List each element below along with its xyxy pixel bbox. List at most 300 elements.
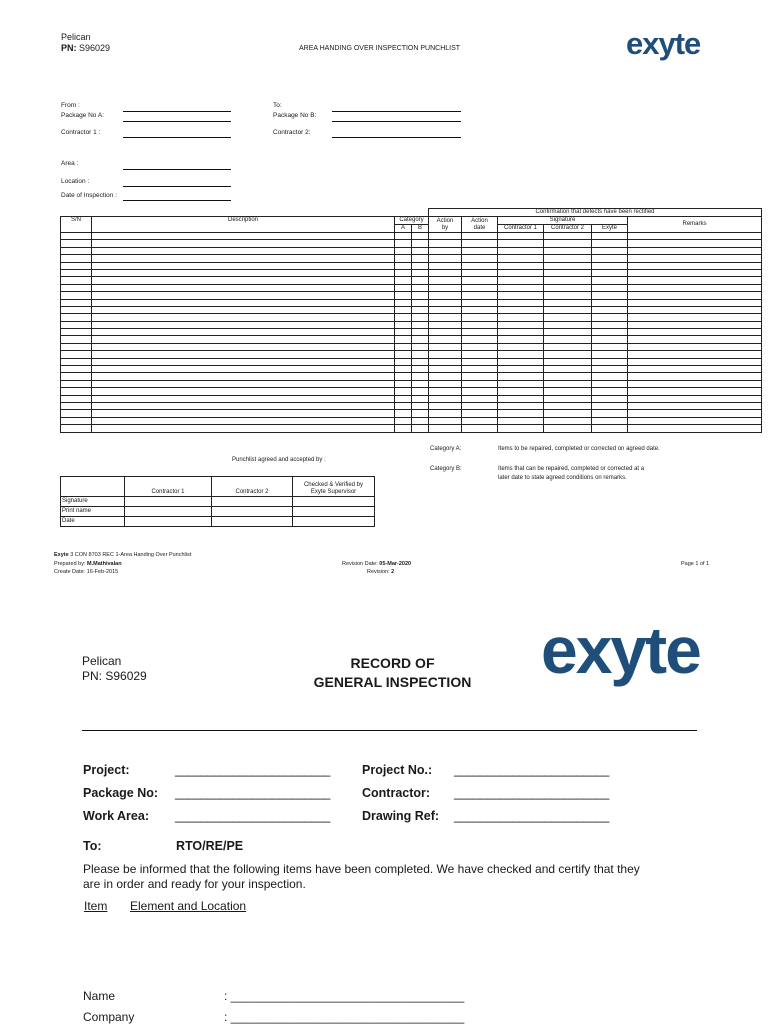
punchlist-cell[interactable]: [628, 329, 762, 336]
punchlist-cell[interactable]: [92, 306, 395, 313]
punchlist-cell[interactable]: [544, 284, 592, 291]
sign-cell[interactable]: [293, 517, 375, 527]
punchlist-cell[interactable]: [628, 262, 762, 269]
punchlist-cell[interactable]: [395, 329, 412, 336]
punchlist-cell[interactable]: [592, 299, 628, 306]
punchlist-cell[interactable]: [592, 395, 628, 402]
punchlist-cell[interactable]: [429, 321, 462, 328]
punchlist-cell[interactable]: [498, 321, 544, 328]
punchlist-cell[interactable]: [462, 247, 498, 254]
punchlist-cell[interactable]: [395, 395, 412, 402]
punchlist-cell[interactable]: [498, 343, 544, 350]
punchlist-cell[interactable]: [462, 284, 498, 291]
punchlist-cell[interactable]: [395, 321, 412, 328]
punchlist-cell[interactable]: [592, 388, 628, 395]
punchlist-cell[interactable]: [61, 255, 92, 262]
punchlist-cell[interactable]: [61, 336, 92, 343]
punchlist-cell[interactable]: [395, 366, 412, 373]
punchlist-cell[interactable]: [462, 255, 498, 262]
punchlist-cell[interactable]: [498, 240, 544, 247]
punchlist-cell[interactable]: [498, 284, 544, 291]
punchlist-cell[interactable]: [429, 336, 462, 343]
punchlist-cell[interactable]: [429, 277, 462, 284]
punchlist-cell[interactable]: [498, 292, 544, 299]
punchlist-cell[interactable]: [628, 292, 762, 299]
punchlist-cell[interactable]: [412, 314, 429, 321]
punchlist-cell[interactable]: [592, 269, 628, 276]
punchlist-cell[interactable]: [61, 395, 92, 402]
punchlist-cell[interactable]: [92, 247, 395, 254]
punchlist-cell[interactable]: [462, 336, 498, 343]
punchlist-cell[interactable]: [544, 358, 592, 365]
punchlist-cell[interactable]: [628, 373, 762, 380]
sign-cell[interactable]: [212, 517, 293, 527]
sign-cell[interactable]: [293, 507, 375, 517]
punchlist-cell[interactable]: [429, 373, 462, 380]
punchlist-cell[interactable]: [412, 262, 429, 269]
punchlist-cell[interactable]: [412, 358, 429, 365]
punchlist-cell[interactable]: [592, 402, 628, 409]
sign-cell[interactable]: [293, 497, 375, 507]
punchlist-cell[interactable]: [544, 388, 592, 395]
punchlist-cell[interactable]: [429, 410, 462, 417]
punchlist-cell[interactable]: [412, 292, 429, 299]
punchlist-cell[interactable]: [412, 395, 429, 402]
sign-row-label: Signature: [61, 497, 125, 507]
punchlist-cell[interactable]: [61, 306, 92, 313]
punchlist-cell[interactable]: [395, 336, 412, 343]
punchlist-cell[interactable]: [395, 240, 412, 247]
punchlist-cell[interactable]: [498, 299, 544, 306]
punchlist-cell[interactable]: [61, 284, 92, 291]
punchlist-cell[interactable]: [498, 269, 544, 276]
sign-cell[interactable]: [212, 507, 293, 517]
punchlist-cell[interactable]: [429, 395, 462, 402]
punchlist-cell[interactable]: [592, 336, 628, 343]
punchlist-cell[interactable]: [592, 321, 628, 328]
punchlist-cell[interactable]: [92, 262, 395, 269]
punchlist-cell[interactable]: [429, 233, 462, 240]
punchlist-cell[interactable]: [498, 402, 544, 409]
punchlist-cell[interactable]: [412, 321, 429, 328]
punchlist-cell[interactable]: [628, 277, 762, 284]
punchlist-cell[interactable]: [462, 277, 498, 284]
punchlist-cell[interactable]: [61, 269, 92, 276]
punchlist-cell[interactable]: [395, 306, 412, 313]
punchlist-cell[interactable]: [395, 233, 412, 240]
punchlist-cell[interactable]: [498, 306, 544, 313]
punchlist-cell[interactable]: [544, 233, 592, 240]
punchlist-cell[interactable]: [429, 380, 462, 387]
punchlist-cell[interactable]: [92, 380, 395, 387]
punchlist-cell[interactable]: [61, 262, 92, 269]
punchlist-cell[interactable]: [592, 425, 628, 432]
date-of-inspection-line[interactable]: [123, 200, 231, 201]
punchlist-cell[interactable]: [395, 380, 412, 387]
punchlist-cell[interactable]: [462, 402, 498, 409]
punchlist-cell[interactable]: [592, 343, 628, 350]
punchlist-cell[interactable]: [628, 417, 762, 424]
company-blank[interactable]: : ___________________________________: [224, 1010, 465, 1024]
package-b-line[interactable]: [332, 121, 461, 122]
punchlist-cell[interactable]: [544, 247, 592, 254]
punchlist-cell[interactable]: [412, 277, 429, 284]
punchlist-cell[interactable]: [544, 336, 592, 343]
punchlist-cell[interactable]: [92, 277, 395, 284]
punchlist-cell[interactable]: [395, 314, 412, 321]
punchlist-cell[interactable]: [412, 380, 429, 387]
punchlist-cell[interactable]: [429, 299, 462, 306]
punchlist-cell[interactable]: [92, 358, 395, 365]
punchlist-cell[interactable]: [544, 329, 592, 336]
punchlist-cell[interactable]: [61, 425, 92, 432]
punchlist-cell[interactable]: [544, 402, 592, 409]
punchlist-cell[interactable]: [592, 262, 628, 269]
punchlist-cell[interactable]: [628, 366, 762, 373]
to-line[interactable]: [332, 111, 461, 112]
punchlist-cell[interactable]: [61, 247, 92, 254]
sign-cell[interactable]: [125, 497, 212, 507]
contractor2-line[interactable]: [332, 137, 461, 138]
punchlist-cell[interactable]: [592, 255, 628, 262]
punchlist-cell[interactable]: [498, 366, 544, 373]
punchlist-cell[interactable]: [592, 306, 628, 313]
work-area-blank[interactable]: ________________________: [175, 809, 330, 823]
punchlist-cell[interactable]: [544, 351, 592, 358]
punchlist-cell[interactable]: [395, 373, 412, 380]
punchlist-cell[interactable]: [61, 417, 92, 424]
punchlist-cell[interactable]: [92, 366, 395, 373]
punchlist-cell[interactable]: [395, 247, 412, 254]
punchlist-cell[interactable]: [61, 314, 92, 321]
punchlist-cell[interactable]: [592, 277, 628, 284]
punchlist-cell[interactable]: [544, 425, 592, 432]
punchlist-cell[interactable]: [412, 299, 429, 306]
punchlist-cell[interactable]: [498, 410, 544, 417]
punchlist-cell[interactable]: [544, 240, 592, 247]
punchlist-cell[interactable]: [592, 417, 628, 424]
punchlist-cell[interactable]: [544, 373, 592, 380]
punchlist-cell[interactable]: [429, 306, 462, 313]
punchlist-cell[interactable]: [395, 425, 412, 432]
from-line[interactable]: [123, 111, 231, 112]
punchlist-cell[interactable]: [498, 336, 544, 343]
punchlist-cell[interactable]: [412, 329, 429, 336]
punchlist-cell[interactable]: [429, 425, 462, 432]
punchlist-cell[interactable]: [395, 292, 412, 299]
punchlist-cell[interactable]: [412, 240, 429, 247]
punchlist-cell[interactable]: [412, 233, 429, 240]
punchlist-cell[interactable]: [395, 351, 412, 358]
punchlist-cell[interactable]: [498, 351, 544, 358]
drawing-ref-blank[interactable]: ________________________: [454, 809, 609, 823]
punchlist-cell[interactable]: [462, 343, 498, 350]
punchlist-cell[interactable]: [462, 314, 498, 321]
punchlist-cell[interactable]: [462, 417, 498, 424]
punchlist-cell[interactable]: [429, 329, 462, 336]
punchlist-cell[interactable]: [61, 233, 92, 240]
punchlist-cell[interactable]: [412, 306, 429, 313]
punchlist-cell[interactable]: [412, 247, 429, 254]
punchlist-cell[interactable]: [592, 247, 628, 254]
punchlist-cell[interactable]: [544, 417, 592, 424]
punchlist-cell[interactable]: [395, 343, 412, 350]
punchlist-cell[interactable]: [429, 240, 462, 247]
punchlist-cell[interactable]: [429, 358, 462, 365]
punchlist-cell[interactable]: [544, 299, 592, 306]
punchlist-cell[interactable]: [544, 410, 592, 417]
punchlist-cell[interactable]: [592, 410, 628, 417]
punchlist-cell[interactable]: [92, 269, 395, 276]
punchlist-cell[interactable]: [462, 321, 498, 328]
punchlist-cell[interactable]: [412, 373, 429, 380]
punchlist-cell[interactable]: [628, 299, 762, 306]
punchlist-cell[interactable]: [462, 373, 498, 380]
punchlist-cell[interactable]: [628, 247, 762, 254]
punchlist-cell[interactable]: [498, 277, 544, 284]
punchlist-cell[interactable]: [61, 277, 92, 284]
punchlist-cell[interactable]: [92, 292, 395, 299]
punchlist-cell[interactable]: [498, 314, 544, 321]
punchlist-cell[interactable]: [544, 292, 592, 299]
punchlist-cell[interactable]: [592, 351, 628, 358]
punchlist-cell[interactable]: [429, 314, 462, 321]
punchlist-cell[interactable]: [544, 262, 592, 269]
punchlist-cell[interactable]: [61, 329, 92, 336]
punchlist-cell[interactable]: [61, 388, 92, 395]
punchlist-cell[interactable]: [592, 233, 628, 240]
punchlist-cell[interactable]: [92, 284, 395, 291]
punchlist-cell[interactable]: [462, 306, 498, 313]
punchlist-cell[interactable]: [429, 351, 462, 358]
punchlist-cell[interactable]: [498, 255, 544, 262]
punchlist-cell[interactable]: [498, 329, 544, 336]
punchlist-cell[interactable]: [412, 402, 429, 409]
punchlist-cell[interactable]: [462, 351, 498, 358]
punchlist-cell[interactable]: [628, 284, 762, 291]
punchlist-cell[interactable]: [61, 380, 92, 387]
punchlist-cell[interactable]: [412, 366, 429, 373]
punchlist-cell[interactable]: [462, 292, 498, 299]
punchlist-cell[interactable]: [544, 366, 592, 373]
punchlist-cell[interactable]: [395, 410, 412, 417]
punchlist-cell[interactable]: [498, 233, 544, 240]
punchlist-cell[interactable]: [462, 269, 498, 276]
punchlist-cell[interactable]: [92, 255, 395, 262]
punchlist-cell[interactable]: [92, 388, 395, 395]
punchlist-cell[interactable]: [498, 380, 544, 387]
punchlist-cell[interactable]: [498, 373, 544, 380]
punchlist-cell[interactable]: [61, 402, 92, 409]
punchlist-cell[interactable]: [462, 410, 498, 417]
punchlist-cell[interactable]: [412, 388, 429, 395]
punchlist-cell[interactable]: [395, 299, 412, 306]
punchlist-cell[interactable]: [92, 329, 395, 336]
punchlist-cell[interactable]: [395, 255, 412, 262]
punchlist-cell[interactable]: [92, 402, 395, 409]
punchlist-cell[interactable]: [61, 299, 92, 306]
punchlist-cell[interactable]: [92, 314, 395, 321]
punchlist-cell[interactable]: [498, 262, 544, 269]
punchlist-cell[interactable]: [462, 425, 498, 432]
punchlist-cell[interactable]: [92, 336, 395, 343]
punchlist-cell[interactable]: [628, 380, 762, 387]
area-line[interactable]: [123, 169, 231, 170]
punchlist-cell[interactable]: [92, 343, 395, 350]
punchlist-cell[interactable]: [92, 425, 395, 432]
punchlist-cell[interactable]: [628, 402, 762, 409]
punchlist-cell[interactable]: [628, 306, 762, 313]
punchlist-cell[interactable]: [628, 388, 762, 395]
punchlist-cell[interactable]: [92, 410, 395, 417]
punchlist-cell[interactable]: [628, 343, 762, 350]
punchlist-cell[interactable]: [592, 373, 628, 380]
punchlist-cell[interactable]: [628, 255, 762, 262]
punchlist-cell[interactable]: [395, 417, 412, 424]
punchlist-cell[interactable]: [412, 417, 429, 424]
punchlist-cell[interactable]: [92, 299, 395, 306]
punchlist-cell[interactable]: [61, 351, 92, 358]
punchlist-cell[interactable]: [92, 395, 395, 402]
punchlist-cell[interactable]: [412, 351, 429, 358]
punchlist-cell[interactable]: [544, 395, 592, 402]
punchlist-cell[interactable]: [628, 321, 762, 328]
punchlist-cell[interactable]: [412, 425, 429, 432]
sign-cell[interactable]: [125, 507, 212, 517]
punchlist-cell[interactable]: [395, 262, 412, 269]
punchlist-cell[interactable]: [429, 402, 462, 409]
punchlist-cell[interactable]: [462, 262, 498, 269]
punchlist-cell[interactable]: [462, 233, 498, 240]
punchlist-cell[interactable]: [92, 373, 395, 380]
project-no-blank[interactable]: ________________________: [454, 763, 609, 777]
punchlist-cell[interactable]: [462, 240, 498, 247]
punchlist-cell[interactable]: [628, 351, 762, 358]
punchlist-cell[interactable]: [498, 358, 544, 365]
punchlist-cell[interactable]: [92, 240, 395, 247]
punchlist-cell[interactable]: [628, 358, 762, 365]
punchlist-cell[interactable]: [92, 417, 395, 424]
punchlist-cell[interactable]: [61, 373, 92, 380]
punchlist-cell[interactable]: [412, 343, 429, 350]
punchlist-cell[interactable]: [592, 292, 628, 299]
punchlist-cell[interactable]: [462, 380, 498, 387]
project-blank[interactable]: ________________________: [175, 763, 330, 777]
punchlist-cell[interactable]: [429, 292, 462, 299]
punchlist-cell[interactable]: [462, 388, 498, 395]
punchlist-cell[interactable]: [544, 306, 592, 313]
contractor1-line[interactable]: [123, 137, 231, 138]
punchlist-cell[interactable]: [61, 321, 92, 328]
punchlist-cell[interactable]: [92, 233, 395, 240]
punchlist-cell[interactable]: [429, 269, 462, 276]
punchlist-cell[interactable]: [429, 343, 462, 350]
punchlist-cell[interactable]: [628, 269, 762, 276]
punchlist-cell[interactable]: [61, 292, 92, 299]
punchlist-cell[interactable]: [544, 255, 592, 262]
punchlist-cell[interactable]: [628, 314, 762, 321]
punchlist-cell[interactable]: [462, 329, 498, 336]
punchlist-cell[interactable]: [412, 410, 429, 417]
package-no-blank[interactable]: ________________________: [175, 786, 330, 800]
punchlist-cell[interactable]: [395, 269, 412, 276]
punchlist-cell[interactable]: [412, 284, 429, 291]
punchlist-cell[interactable]: [462, 366, 498, 373]
punchlist-cell[interactable]: [462, 358, 498, 365]
punchlist-cell[interactable]: [592, 366, 628, 373]
punchlist-cell[interactable]: [498, 425, 544, 432]
punchlist-cell[interactable]: [412, 336, 429, 343]
punchlist-cell[interactable]: [429, 247, 462, 254]
punchlist-cell[interactable]: [544, 380, 592, 387]
package-a-line[interactable]: [123, 121, 231, 122]
punchlist-cell[interactable]: [429, 255, 462, 262]
project-name: Pelican: [61, 32, 91, 42]
punchlist-cell[interactable]: [498, 395, 544, 402]
punchlist-cell[interactable]: [628, 336, 762, 343]
punchlist-cell[interactable]: [592, 358, 628, 365]
punchlist-cell[interactable]: [61, 343, 92, 350]
punchlist-cell[interactable]: [92, 321, 395, 328]
punchlist-cell[interactable]: [544, 277, 592, 284]
punchlist-cell[interactable]: [592, 380, 628, 387]
punchlist-cell[interactable]: [544, 314, 592, 321]
punchlist-cell[interactable]: [498, 247, 544, 254]
punchlist-cell[interactable]: [429, 284, 462, 291]
contractor-blank[interactable]: ________________________: [454, 786, 609, 800]
punchlist-cell[interactable]: [462, 299, 498, 306]
punchlist-cell[interactable]: [498, 388, 544, 395]
punchlist-cell[interactable]: [412, 269, 429, 276]
punchlist-cell[interactable]: [61, 240, 92, 247]
punchlist-cell[interactable]: [61, 366, 92, 373]
punchlist-cell[interactable]: [412, 255, 429, 262]
punchlist-cell[interactable]: [395, 402, 412, 409]
punchlist-cell[interactable]: [544, 343, 592, 350]
punchlist-row: [61, 358, 762, 365]
punchlist-cell[interactable]: [92, 351, 395, 358]
exyte-logo: exyte: [626, 26, 701, 61]
punchlist-cell[interactable]: [628, 410, 762, 417]
punchlist-cell[interactable]: [61, 410, 92, 417]
punchlist-cell[interactable]: [628, 233, 762, 240]
punchlist-cell[interactable]: [395, 358, 412, 365]
sign-cell[interactable]: [212, 497, 293, 507]
punchlist-cell[interactable]: [628, 240, 762, 247]
punchlist-cell[interactable]: [395, 388, 412, 395]
punchlist-cell[interactable]: [628, 395, 762, 402]
punchlist-cell[interactable]: [462, 395, 498, 402]
location-line[interactable]: [123, 186, 231, 187]
punchlist-cell[interactable]: [429, 366, 462, 373]
punchlist-cell[interactable]: [429, 417, 462, 424]
punchlist-cell[interactable]: [592, 329, 628, 336]
punchlist-cell[interactable]: [544, 321, 592, 328]
punchlist-cell[interactable]: [592, 314, 628, 321]
punchlist-cell[interactable]: [61, 358, 92, 365]
sign-cell[interactable]: [125, 517, 212, 527]
punchlist-cell[interactable]: [395, 284, 412, 291]
punchlist-cell[interactable]: [498, 417, 544, 424]
punchlist-cell[interactable]: [592, 284, 628, 291]
punchlist-cell[interactable]: [628, 425, 762, 432]
punchlist-cell[interactable]: [592, 240, 628, 247]
punchlist-cell[interactable]: [544, 269, 592, 276]
name-blank[interactable]: : ___________________________________: [224, 989, 465, 1003]
punchlist-cell[interactable]: [395, 277, 412, 284]
punchlist-cell[interactable]: [429, 388, 462, 395]
punchlist-cell[interactable]: [429, 262, 462, 269]
